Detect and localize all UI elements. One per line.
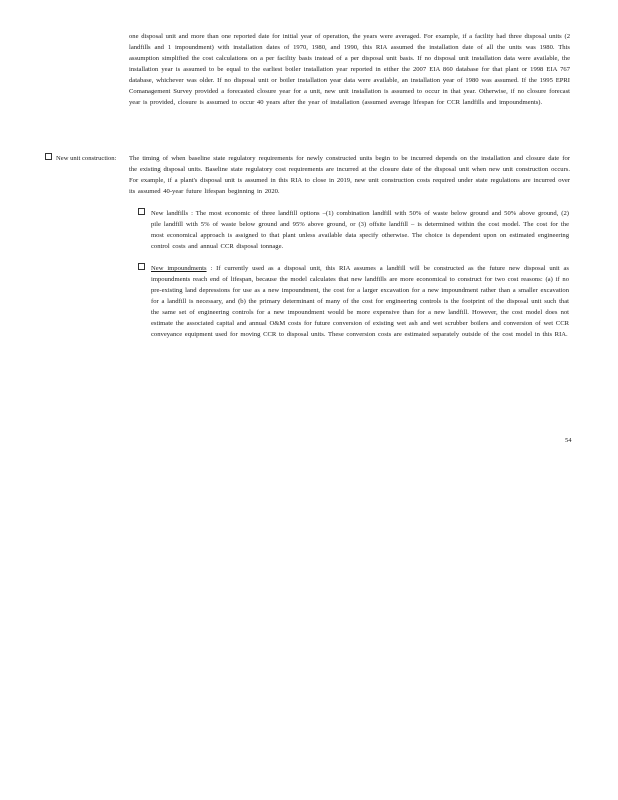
sub-bullet-new-landfills [151,208,569,252]
bullet-label: New unit construction: [56,155,117,162]
sub-bullet-label: New impoundments [151,265,207,272]
sub-bullet-marker [138,208,145,219]
sub-bullet-label: New landfills [151,210,189,217]
checkbox-bullet-icon [138,208,145,215]
sub-bullet-marker [138,263,145,274]
bullet-paragraph: The timing of when baseline state regulatory requirements for newly constructed units begin to be incurred depends on the installation and closure date for the existing disposal units. Baseline state regulatory cost requirements are incurred at the closure date of the disposal unit when new unit construction occurs. For example, if a plant's disposal unit is assumed in this RIA to close in 2019, new unit construction costs required under state regulations are incurred over its assumed 40-year future lifespan beginning in 2020. [129,155,570,195]
bullet-item [45,153,116,164]
sub-bullet-new-impoundments [151,263,569,340]
checkbox-bullet-icon [45,153,52,160]
sub-bullet-text: : The most economic of three landfill options –(1) combination landfill with 50% of waste below ground and 50% above ground, (2) pile landfill with 5% of waste below ground and 95% above ground, or (3) offsite landfill – is determined within the cost model. The cost for the most economical approach is assigned to that plant unless available data specify otherwise. The choice is dependent upon on estimated engineering control costs and annual CCR disposal tonnage. [151,210,569,250]
sub-bullet-text: : If currently used as a disposal unit, this RIA assumes a landfill will be constructed as the future new disposal unit as impoundments reach end of lifespan, because the model calculates that new landfills are more economical to construct for two cost reasons: (a) if no pre-existing land depressions for use as a new impoundment, the cost for a larger excavation for a new impoundment rather than a smaller excavation for a landfill is necessary, and (b) the primary determinant of many of the cost for engineering controls is the footprint of the disposal unit such that the same set of engineering controls for a new impoundment would be more expensive than for a new landfill. However, the cost model does not estimate the associated capital and annual O&M costs for future conversion of existing wet ash and wet scrubber boilers and conversion of wet CCR conveyance equipment used for moving CCR to disposal units. These conversion costs are estimated separately outside of the cost model in this RIA. [151,265,570,338]
body-paragraph: one disposal unit and more than one reported date for initial year of operation, the years were averaged. For example, if a facility had three disposal units (2 landfills and 1 impoundment) with installation dates of 1970, 1980, and 1990, this RIA assumed the installation date of all the units was 1980. This assumption simplified the cost calculations on a per facility basis instead of a per disposal unit basis. If no disposal unit installation data were available, the installation year is assumed to be equal to the earliest boiler installation year reported in either the 2007 EIA 860 database for that plant or 1998 EIA 767 database, whichever was older. If no disposal unit or boiler installation year data were available, an installation year of 1980 was assumed. If the 1995 EPRI Comanagement Survey provided a forecasted closure year for a unit, new unit installation is assumed to occur in that year. Otherwise, if no closure forecast year is provided, closure is assumed to occur 40 years after the year of installation (assumed average lifespan for CCR landfills and impoundments). [129,33,570,106]
checkbox-bullet-icon [138,263,145,270]
page-number: 54 [565,437,572,444]
